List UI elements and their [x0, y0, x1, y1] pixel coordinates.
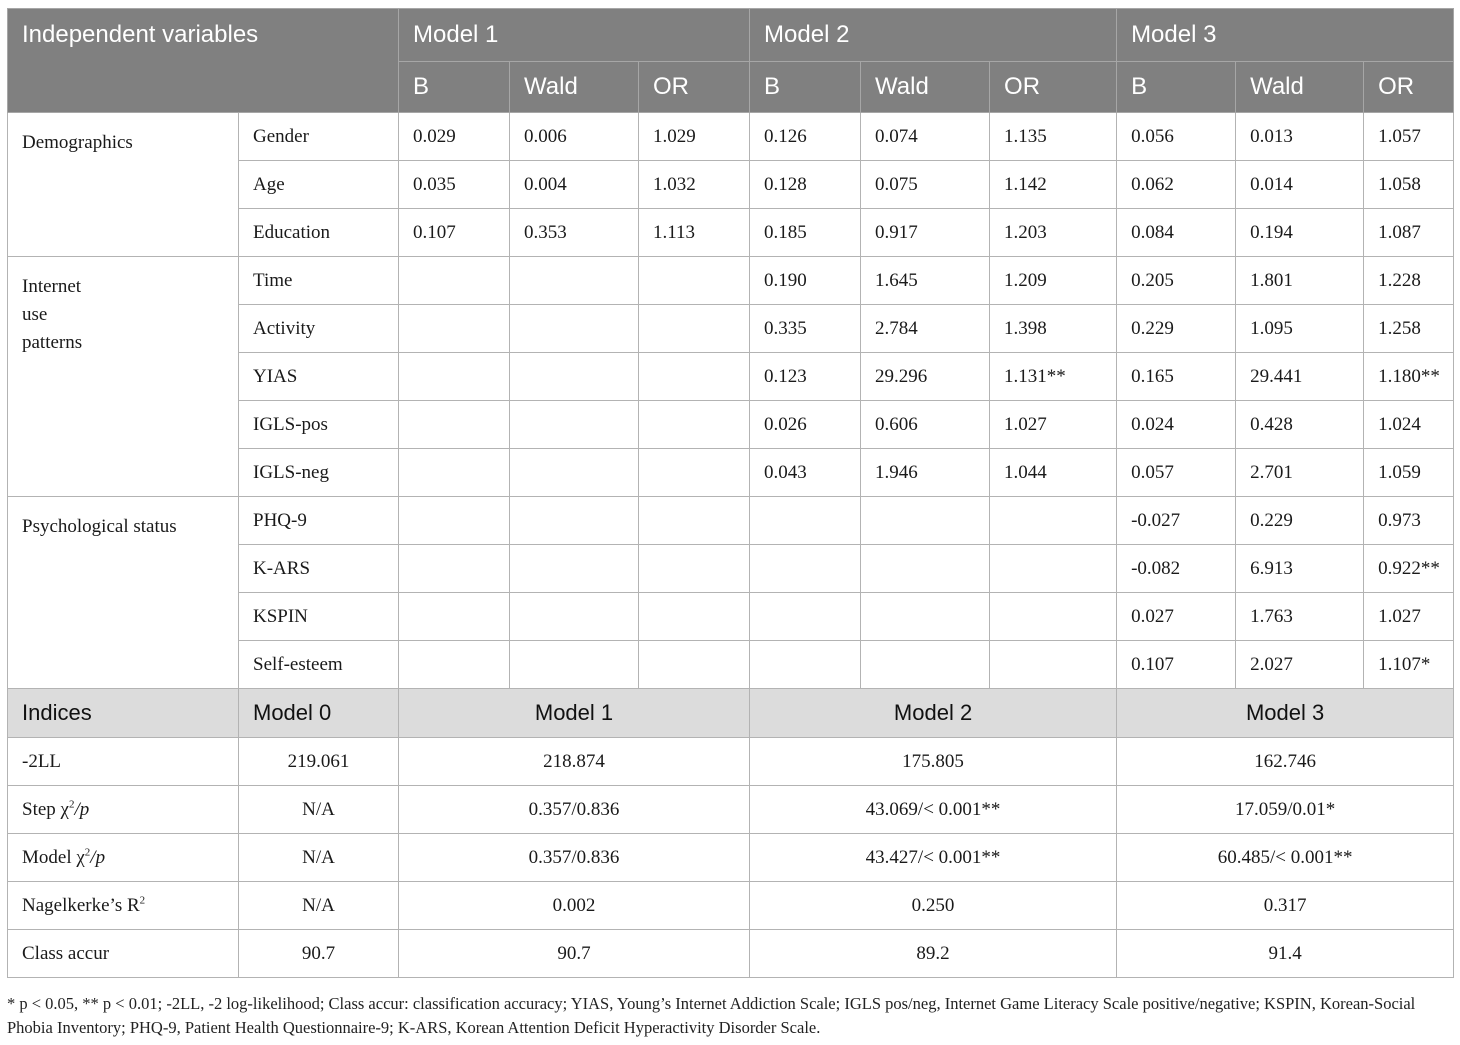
variable-name: K-ARS: [239, 545, 399, 593]
stat-cell: 0.004: [510, 161, 639, 209]
group-label: [8, 113, 239, 257]
coefficient-rows: [8, 113, 1454, 689]
variable-name: Self-esteem: [239, 641, 399, 689]
stat-header: B: [399, 62, 510, 113]
index-value: 219.061: [239, 738, 399, 786]
index-label-text: -2LL: [22, 750, 62, 772]
stat-header: B: [750, 62, 861, 113]
stat-cell: 1.095: [1236, 305, 1364, 353]
index-value: 60.485/< 0.001**: [1117, 834, 1454, 882]
stat-cell: 0.029: [399, 113, 510, 161]
stat-header: OR: [990, 62, 1117, 113]
index-value: 91.4: [1117, 930, 1454, 978]
stat-header: Wald: [510, 62, 639, 113]
stat-cell: 0.973: [1364, 497, 1454, 545]
variable-name: Gender: [239, 113, 399, 161]
stat-cell: [639, 353, 750, 401]
stat-cell: 0.229: [1236, 497, 1364, 545]
index-value: 0.357/0.836: [399, 834, 750, 882]
stat-cell: [639, 401, 750, 449]
indices-section: [8, 689, 1454, 978]
group-label-line: patterns: [22, 332, 83, 353]
table-footnote: * p < 0.05, ** p < 0.01; -2LL, -2 log-likelihood; Class accur: classification accuracy; YIAS, Young’s Internet Addiction Scale; IGLS pos/neg, Internet Game Literacy Scale positive/negative; KSPIN, Korean-Social Phobia Inventory; PHQ-9, Patient Health Questionnaire-9; K-ARS, Korean Attention Deficit Hyperactivity Disorder Scale.: [7, 994, 1416, 1037]
stat-cell: [639, 545, 750, 593]
stat-cell: 1.180**: [1364, 353, 1454, 401]
index-value: 175.805: [750, 738, 1117, 786]
indices-header: Indices: [8, 689, 239, 738]
stat-cell: 29.296: [861, 353, 990, 401]
stat-cell: 1.087: [1364, 209, 1454, 257]
index-label-superscript: 2: [84, 846, 91, 859]
index-label-text: Model χ: [22, 846, 85, 868]
model-2-header: Model 2: [750, 9, 1117, 62]
stat-cell: 0.190: [750, 257, 861, 305]
index-label: [8, 786, 239, 834]
stat-cell: -0.082: [1117, 545, 1236, 593]
stat-cell: 0.185: [750, 209, 861, 257]
stat-cell: 0.075: [861, 161, 990, 209]
index-value: 218.874: [399, 738, 750, 786]
stat-cell: [861, 497, 990, 545]
index-value: 0.250: [750, 882, 1117, 930]
index-value: N/A: [239, 834, 399, 882]
stat-cell: [510, 497, 639, 545]
stat-cell: 1.142: [990, 161, 1117, 209]
stat-cell: 0.056: [1117, 113, 1236, 161]
stat-cell: [510, 545, 639, 593]
index-value: 0.317: [1117, 882, 1454, 930]
index-label-superscript: 2: [139, 894, 146, 907]
index-value: 43.427/< 0.001**: [750, 834, 1117, 882]
stat-cell: [750, 497, 861, 545]
stat-cell: 0.026: [750, 401, 861, 449]
stat-cell: [990, 641, 1117, 689]
index-label-suffix: /p: [74, 798, 90, 820]
stat-cell: 0.107: [1117, 641, 1236, 689]
stat-cell: 2.784: [861, 305, 990, 353]
variable-name: KSPIN: [239, 593, 399, 641]
stat-cell: [399, 305, 510, 353]
stat-cell: [861, 593, 990, 641]
indices-model-2-header: Model 2: [750, 689, 1117, 738]
stat-cell: [399, 401, 510, 449]
stat-cell: 1.763: [1236, 593, 1364, 641]
stat-cell: 1.801: [1236, 257, 1364, 305]
index-value: N/A: [239, 786, 399, 834]
stat-cell: 1.645: [861, 257, 990, 305]
stat-cell: [510, 449, 639, 497]
stat-cell: [399, 641, 510, 689]
stat-cell: 1.131**: [990, 353, 1117, 401]
index-value: N/A: [239, 882, 399, 930]
index-row: [8, 930, 1454, 978]
stat-cell: 1.209: [990, 257, 1117, 305]
stat-cell: 0.353: [510, 209, 639, 257]
stat-cell: 0.165: [1117, 353, 1236, 401]
stat-cell: 1.946: [861, 449, 990, 497]
stat-cell: 0.107: [399, 209, 510, 257]
group-label-line: Psychological status: [22, 516, 177, 537]
stat-cell: [399, 449, 510, 497]
model-3-header: Model 3: [1117, 9, 1454, 62]
stat-cell: 1.113: [639, 209, 750, 257]
stat-cell: 2.701: [1236, 449, 1364, 497]
stat-cell: [399, 497, 510, 545]
stat-cell: 1.029: [639, 113, 750, 161]
stat-cell: 0.335: [750, 305, 861, 353]
stat-cell: 0.922**: [1364, 545, 1454, 593]
stat-cell: 1.107*: [1364, 641, 1454, 689]
table-row: [8, 257, 1454, 305]
index-label: [8, 834, 239, 882]
stat-cell: 1.032: [639, 161, 750, 209]
stat-cell: 0.128: [750, 161, 861, 209]
indices-header-row: [8, 689, 1454, 738]
stat-cell: 0.057: [1117, 449, 1236, 497]
index-row: [8, 882, 1454, 930]
variable-name: Education: [239, 209, 399, 257]
index-label-superscript: 2: [68, 798, 75, 811]
stat-cell: 0.074: [861, 113, 990, 161]
index-value: 43.069/< 0.001**: [750, 786, 1117, 834]
stat-cell: 0.014: [1236, 161, 1364, 209]
stat-cell: [990, 497, 1117, 545]
index-value: 17.059/0.01*: [1117, 786, 1454, 834]
index-label-text: Step χ: [22, 798, 69, 820]
stat-cell: [399, 545, 510, 593]
group-label: [8, 497, 239, 689]
stat-cell: [639, 641, 750, 689]
stat-cell: [510, 353, 639, 401]
stat-cell: 29.441: [1236, 353, 1364, 401]
stat-cell: [510, 305, 639, 353]
indices-model-3-header: Model 3: [1117, 689, 1454, 738]
stat-cell: [861, 545, 990, 593]
stat-cell: [399, 257, 510, 305]
stat-cell: [639, 449, 750, 497]
index-label-text: Class accur: [22, 942, 110, 964]
stat-cell: 0.035: [399, 161, 510, 209]
table-row: [8, 113, 1454, 161]
stat-cell: [861, 641, 990, 689]
indices-model-1-header: Model 1: [399, 689, 750, 738]
index-value: 0.357/0.836: [399, 786, 750, 834]
variable-name: IGLS-pos: [239, 401, 399, 449]
group-label: [8, 257, 239, 497]
regression-table: [7, 8, 1454, 978]
stat-cell: 1.258: [1364, 305, 1454, 353]
stat-cell: [399, 353, 510, 401]
index-row: [8, 834, 1454, 882]
index-value: 90.7: [399, 930, 750, 978]
variable-name: Age: [239, 161, 399, 209]
stat-cell: 0.205: [1117, 257, 1236, 305]
stat-cell: 1.058: [1364, 161, 1454, 209]
stat-cell: 0.428: [1236, 401, 1364, 449]
group-label-line: Internet: [22, 276, 82, 297]
header-row-models: [8, 9, 1454, 62]
stat-cell: 2.027: [1236, 641, 1364, 689]
group-label-line: use: [22, 304, 48, 325]
index-label-text: Nagelkerke’s R: [22, 894, 140, 916]
index-row: [8, 738, 1454, 786]
stat-header: Wald: [861, 62, 990, 113]
stat-cell: 1.135: [990, 113, 1117, 161]
stat-cell: 0.013: [1236, 113, 1364, 161]
model-1-header: Model 1: [399, 9, 750, 62]
stat-cell: 1.044: [990, 449, 1117, 497]
variable-name: Activity: [239, 305, 399, 353]
independent-variables-header: Independent variables: [8, 9, 399, 113]
stat-cell: 0.917: [861, 209, 990, 257]
model-0-header: Model 0: [239, 689, 399, 738]
stat-cell: 0.194: [1236, 209, 1364, 257]
index-row: [8, 786, 1454, 834]
stat-cell: [639, 257, 750, 305]
index-label: [8, 738, 239, 786]
index-value: 162.746: [1117, 738, 1454, 786]
stat-cell: 0.229: [1117, 305, 1236, 353]
stat-cell: [750, 641, 861, 689]
variable-name: Time: [239, 257, 399, 305]
stat-cell: 1.027: [1364, 593, 1454, 641]
variable-name: PHQ-9: [239, 497, 399, 545]
stat-cell: 0.024: [1117, 401, 1236, 449]
stat-cell: 0.606: [861, 401, 990, 449]
stat-cell: 1.024: [1364, 401, 1454, 449]
stat-cell: [510, 401, 639, 449]
variable-name: YIAS: [239, 353, 399, 401]
stat-cell: [750, 545, 861, 593]
stat-cell: 1.059: [1364, 449, 1454, 497]
stat-cell: 0.126: [750, 113, 861, 161]
index-label: [8, 930, 239, 978]
index-value: 0.002: [399, 882, 750, 930]
stat-header: OR: [1364, 62, 1454, 113]
stat-header: Wald: [1236, 62, 1364, 113]
stat-cell: [510, 593, 639, 641]
stat-cell: 1.228: [1364, 257, 1454, 305]
index-label: [8, 882, 239, 930]
stat-cell: [510, 641, 639, 689]
stat-cell: [399, 593, 510, 641]
stat-cell: 1.057: [1364, 113, 1454, 161]
variable-name: IGLS-neg: [239, 449, 399, 497]
stat-cell: -0.027: [1117, 497, 1236, 545]
table-row: [8, 497, 1454, 545]
stat-cell: 0.123: [750, 353, 861, 401]
stat-cell: 0.084: [1117, 209, 1236, 257]
stat-cell: [990, 593, 1117, 641]
index-value: 89.2: [750, 930, 1117, 978]
stat-cell: 0.006: [510, 113, 639, 161]
index-value: 90.7: [239, 930, 399, 978]
stat-cell: 1.203: [990, 209, 1117, 257]
stat-cell: 0.062: [1117, 161, 1236, 209]
index-label-suffix: /p: [90, 846, 106, 868]
stat-cell: [750, 593, 861, 641]
stat-cell: [639, 305, 750, 353]
stat-header: OR: [639, 62, 750, 113]
stat-cell: 6.913: [1236, 545, 1364, 593]
stat-header: B: [1117, 62, 1236, 113]
stat-cell: 0.027: [1117, 593, 1236, 641]
stat-cell: [639, 497, 750, 545]
stat-cell: [639, 593, 750, 641]
stat-cell: 1.398: [990, 305, 1117, 353]
group-label-line: Demographics: [22, 132, 133, 153]
stat-cell: 0.043: [750, 449, 861, 497]
stat-cell: [510, 257, 639, 305]
stat-cell: [990, 545, 1117, 593]
stat-cell: 1.027: [990, 401, 1117, 449]
